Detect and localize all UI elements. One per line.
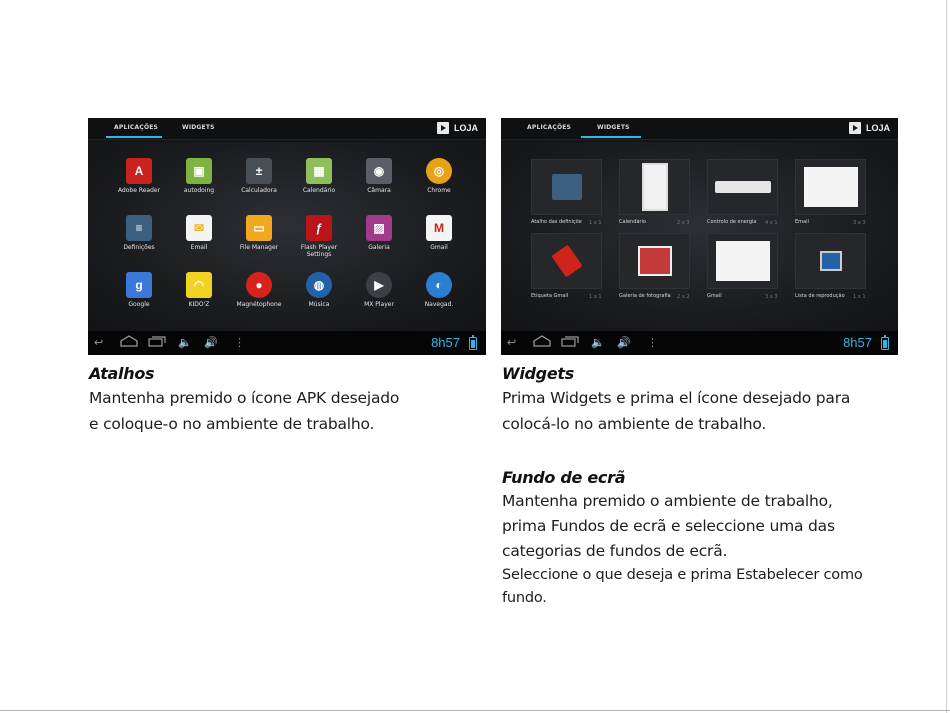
system-navbar (88, 331, 486, 355)
page-bottom-rule (0, 710, 950, 711)
chrome-icon: ◎ (426, 158, 452, 184)
gmail-widget-icon (707, 233, 778, 289)
recent-apps-icon[interactable] (148, 336, 166, 350)
back-icon[interactable]: ↩ (94, 336, 104, 349)
system-navbar (501, 331, 898, 355)
tab-apps[interactable]: APLICAÇÕES (114, 124, 159, 131)
app-item[interactable] (289, 272, 349, 329)
widgets-line-1: Prima Widgets e prima el ícone desejado para (502, 389, 851, 407)
home-icon[interactable] (533, 335, 551, 350)
flash-icon: ƒ (306, 215, 332, 241)
app-item[interactable] (409, 215, 469, 272)
shortcuts-line-1: Mantenha premido o ícone APK desejado (89, 389, 400, 407)
settings-shortcut-icon (531, 159, 602, 215)
widget-size: 1 x 1 (589, 220, 602, 226)
tab-apps[interactable]: APLICAÇÕES (527, 124, 572, 131)
app-label: Navegad. (424, 301, 454, 308)
app-label: File Manager (239, 244, 279, 251)
calendar-widget-icon (619, 159, 690, 215)
active-tab-indicator (581, 136, 641, 138)
app-item[interactable] (169, 158, 229, 215)
wallpaper-line-2: prima Fundos de ecrã e seleccione uma das (502, 517, 835, 535)
app-item[interactable] (409, 272, 469, 329)
google-icon: g (126, 272, 152, 298)
photo-gallery-icon (619, 233, 690, 289)
widgets-line-2: colocá-lo no ambiente de trabalho. (502, 415, 767, 433)
widget-label: Galeria de fotografia (619, 293, 671, 299)
widget-item[interactable] (795, 233, 883, 307)
home-icon[interactable] (120, 335, 138, 350)
gmail-label-icon (531, 233, 602, 289)
app-label: MX Player (364, 301, 394, 308)
widget-size: 1 x 1 (853, 294, 866, 300)
app-item[interactable] (229, 158, 289, 215)
volume-down-icon[interactable]: 🔈 (178, 336, 192, 349)
widget-item[interactable] (619, 159, 707, 233)
app-label: Google (128, 301, 150, 308)
tab-widgets[interactable]: WIDGETS (597, 124, 630, 131)
widgets-screenshot (501, 118, 898, 355)
store-button[interactable] (849, 122, 890, 134)
app-item[interactable] (109, 215, 169, 272)
app-label: Câmara (367, 187, 391, 194)
app-label: Adobe Reader (117, 187, 161, 194)
widget-size: 3 x 3 (765, 294, 778, 300)
app-label: Magnétophone (236, 301, 282, 308)
store-label: LOJA (453, 123, 478, 133)
browser-icon: ◐ (426, 272, 452, 298)
widget-item[interactable] (531, 233, 619, 307)
app-drawer-tabbar (88, 118, 486, 140)
app-item[interactable] (169, 215, 229, 272)
app-item[interactable] (109, 272, 169, 329)
battery-icon (469, 337, 477, 350)
app-label: Calculadora (241, 187, 277, 194)
widget-item[interactable] (531, 159, 619, 233)
app-label: Galeria (368, 244, 390, 251)
apps-screenshot (88, 118, 486, 355)
widget-item[interactable] (707, 159, 795, 233)
page-edge-rule (946, 0, 947, 713)
widget-item[interactable] (707, 233, 795, 307)
app-item[interactable] (109, 158, 169, 215)
app-label: autodoing (183, 187, 215, 194)
shortcuts-line-2: e coloque-o no ambiente de trabalho. (89, 415, 375, 433)
app-label: Definições (123, 244, 155, 251)
widget-label: Gmail (707, 293, 722, 299)
wallpaper-line-5: fundo. (502, 590, 547, 606)
store-button[interactable] (437, 122, 478, 134)
clock: 8h57 (843, 335, 872, 350)
wallpaper-line-3: categorias de fundos de ecrã. (502, 542, 728, 560)
app-item[interactable] (169, 272, 229, 329)
email-icon: ✉ (186, 215, 212, 241)
clock: 8h57 (431, 335, 460, 350)
widget-label: Controlo de energia (707, 219, 757, 225)
calculator-icon: ± (246, 158, 272, 184)
battery-icon (881, 337, 889, 350)
app-label: Calendário (302, 187, 336, 194)
widget-size: 3 x 3 (853, 220, 866, 226)
play-store-icon (437, 122, 449, 134)
app-label: KIDO'Z (188, 301, 210, 308)
widgets-heading: Widgets (502, 364, 574, 383)
folder-icon: ▭ (246, 215, 272, 241)
app-item[interactable] (289, 158, 349, 215)
widget-size: 2 x 2 (677, 294, 690, 300)
app-grid (109, 158, 481, 329)
app-label: Gmail (430, 244, 448, 251)
app-label: Email (190, 244, 208, 251)
widget-size: 4 x 1 (765, 220, 778, 226)
widget-grid (531, 159, 883, 307)
widget-label: Etiqueta Gmail (531, 293, 569, 299)
power-control-icon (707, 159, 778, 215)
volume-down-icon[interactable]: 🔈 (591, 336, 605, 349)
camera-icon: ◉ (366, 158, 392, 184)
widget-size: 2 x 3 (677, 220, 690, 226)
volume-up-icon[interactable]: 🔊 (204, 336, 218, 349)
menu-icon[interactable]: ⋮ (647, 336, 658, 349)
app-item[interactable] (409, 158, 469, 215)
volume-up-icon[interactable]: 🔊 (617, 336, 631, 349)
active-tab-indicator (106, 136, 162, 138)
widget-size: 1 x 1 (589, 294, 602, 300)
back-icon[interactable]: ↩ (507, 336, 517, 349)
store-label: LOJA (865, 123, 890, 133)
widget-label: Atalho das definiçõe (531, 219, 582, 225)
app-item[interactable] (229, 272, 289, 329)
app-label: Chrome (427, 187, 451, 194)
widget-label: Calendário (619, 219, 646, 225)
widget-label: Lista de reprodução (795, 293, 845, 299)
microphone-icon: ● (246, 272, 272, 298)
calendar-icon: ▦ (306, 158, 332, 184)
app-item[interactable] (349, 272, 409, 329)
email-widget-icon (795, 159, 866, 215)
gmail-icon: M (426, 215, 452, 241)
autodoing-icon: ▣ (186, 158, 212, 184)
music-icon: ◍ (306, 272, 332, 298)
playlist-icon (795, 233, 866, 289)
widget-item[interactable] (795, 159, 883, 233)
app-label: Música (308, 301, 330, 308)
mx-player-icon: ▶ (366, 272, 392, 298)
kidoz-icon: ◠ (186, 272, 212, 298)
app-item[interactable] (349, 215, 409, 272)
app-item[interactable] (349, 158, 409, 215)
tab-widgets[interactable]: WIDGETS (182, 124, 215, 131)
widget-label: Email (795, 219, 809, 225)
adobe-reader-icon: A (126, 158, 152, 184)
wallpaper-line-4: Seleccione o que deseja e prima Estabelecer como (502, 567, 863, 583)
gallery-icon: ▨ (366, 215, 392, 241)
menu-icon[interactable]: ⋮ (234, 336, 245, 349)
recent-apps-icon[interactable] (561, 336, 579, 350)
shortcuts-heading: Atalhos (89, 364, 155, 383)
widget-item[interactable] (619, 233, 707, 307)
wallpaper-line-1: Mantenha premido o ambiente de trabalho, (502, 492, 833, 510)
app-label: Flash Player Settings (300, 244, 338, 258)
app-item[interactable] (229, 215, 289, 272)
play-store-icon (849, 122, 861, 134)
widget-drawer-tabbar (501, 118, 898, 140)
wallpaper-heading: Fundo de ecrã (502, 468, 626, 487)
app-item[interactable] (289, 215, 349, 272)
settings-icon: ≡ (126, 215, 152, 241)
